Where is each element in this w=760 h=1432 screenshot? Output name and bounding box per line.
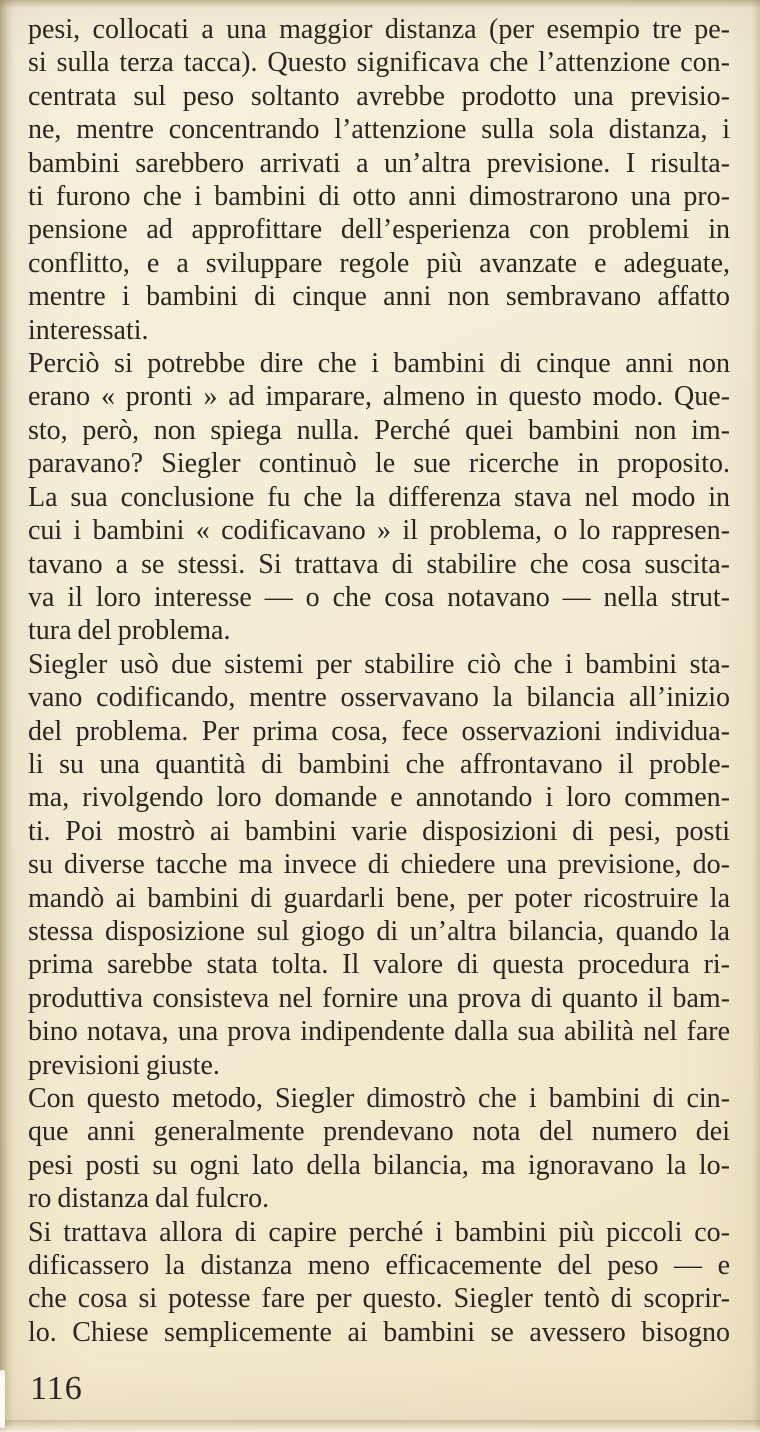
text-line: que anni generalmente prendevano nota del numero dei xyxy=(28,1116,730,1148)
scan-white-sliver-artifact xyxy=(0,1370,5,1428)
text-line: su diverse tacche ma invece di chiedere una previsione, do- xyxy=(28,849,730,881)
text-line: mentre i bambini di cinque anni non sembravano affatto xyxy=(28,281,730,313)
page-left-edge-shadow xyxy=(0,0,14,1432)
text-line-paragraph-end: tura del problema. xyxy=(28,615,231,647)
text-line: centrata sul peso soltanto avrebbe prodotto una previsio- xyxy=(28,80,730,112)
text-line: erano « pronti » ad imparare, almeno in questo modo. Que- xyxy=(28,381,730,413)
text-line: ti furono che i bambini di otto anni dimostrarono una pro- xyxy=(28,181,730,213)
page-top-edge-shadow xyxy=(0,0,760,8)
text-line-paragraph-end: previsioni giuste. xyxy=(28,1049,220,1081)
text-line: pesi posti su ogni lato della bilancia, ma ignoravano la lo- xyxy=(28,1149,730,1181)
text-line: Siegler usò due sistemi per stabilire ciò che i bambini sta- xyxy=(28,648,730,680)
text-line: ne, mentre concentrando l’attenzione sulla sola distanza, i xyxy=(28,114,730,146)
text-line-paragraph-end: interessati. xyxy=(28,314,149,346)
text-line: produttiva consisteva nel fornire una prova di quanto il bam- xyxy=(28,982,730,1014)
text-line: si sulla terza tacca). Questo significava che l’attenzione con- xyxy=(28,47,730,79)
text-line: bambini sarebbero arrivati a un’altra previsione. I risulta- xyxy=(28,147,730,179)
text-line: prima sarebbe stata tolta. Il valore di questa procedura ri- xyxy=(28,949,730,981)
text-line: li su una quantità di bambini che affrontavano il proble- xyxy=(28,748,730,780)
text-line: cui i bambini « codificavano » il problema, o lo rappresen- xyxy=(28,515,730,547)
text-line: vano codificando, mentre osservavano la bilancia all’inizio xyxy=(28,682,730,714)
text-line-paragraph-end: ro distanza dal fulcro. xyxy=(28,1183,270,1215)
body-text-block xyxy=(28,13,730,1349)
text-line: bino notava, una prova indipendente dalla sua abilità nel fare xyxy=(28,1016,730,1048)
text-line: pensione ad approfittare dell’esperienza con problemi in xyxy=(28,214,730,246)
text-line: La sua conclusione fu che la differenza stava nel modo in xyxy=(28,481,730,513)
text-line: Perciò si potrebbe dire che i bambini di cinque anni non xyxy=(28,348,730,380)
page-right-edge-shadow xyxy=(752,0,760,1432)
text-line: sto, però, non spiega nulla. Perché quei bambini non im- xyxy=(28,414,730,446)
page-number: 116 xyxy=(30,1370,83,1407)
text-line: va il loro interesse — o che cosa notavano — nella strut- xyxy=(28,581,730,613)
text-line: dificassero la distanza meno efficacemente del peso — e xyxy=(28,1250,730,1282)
text-line: del problema. Per prima cosa, fece osservazioni individua- xyxy=(28,715,730,747)
page-bottom-edge-line xyxy=(0,1420,760,1432)
text-line: stessa disposizione sul giogo di un’altra bilancia, quando la xyxy=(28,915,730,947)
text-line: lo. Chiese semplicemente ai bambini se avessero bisogno xyxy=(28,1316,730,1348)
text-line: che cosa si potesse fare per questo. Siegler tentò di scoprir- xyxy=(28,1283,730,1315)
text-line: tavano a se stessi. Si trattava di stabilire che cosa suscita- xyxy=(28,548,730,580)
text-line: paravano? Siegler continuò le sue ricerche in proposito. xyxy=(28,448,730,480)
text-line: ti. Poi mostrò ai bambini varie disposizioni di pesi, posti xyxy=(28,815,730,847)
text-line: Si trattava allora di capire perché i bambini più piccoli co- xyxy=(28,1216,730,1248)
text-line: pesi, collocati a una maggior distanza (per esempio tre pe- xyxy=(28,14,730,45)
text-line: Con questo metodo, Siegler dimostrò che i bambini di cin- xyxy=(28,1083,730,1114)
text-line: ma, rivolgendo loro domande e annotando i loro commen- xyxy=(28,782,730,814)
text-line: mandò ai bambini di guardarli bene, per poter ricostruire la xyxy=(28,882,730,914)
text-line: conflitto, e a sviluppare regole più avanzate e adeguate, xyxy=(28,247,730,279)
